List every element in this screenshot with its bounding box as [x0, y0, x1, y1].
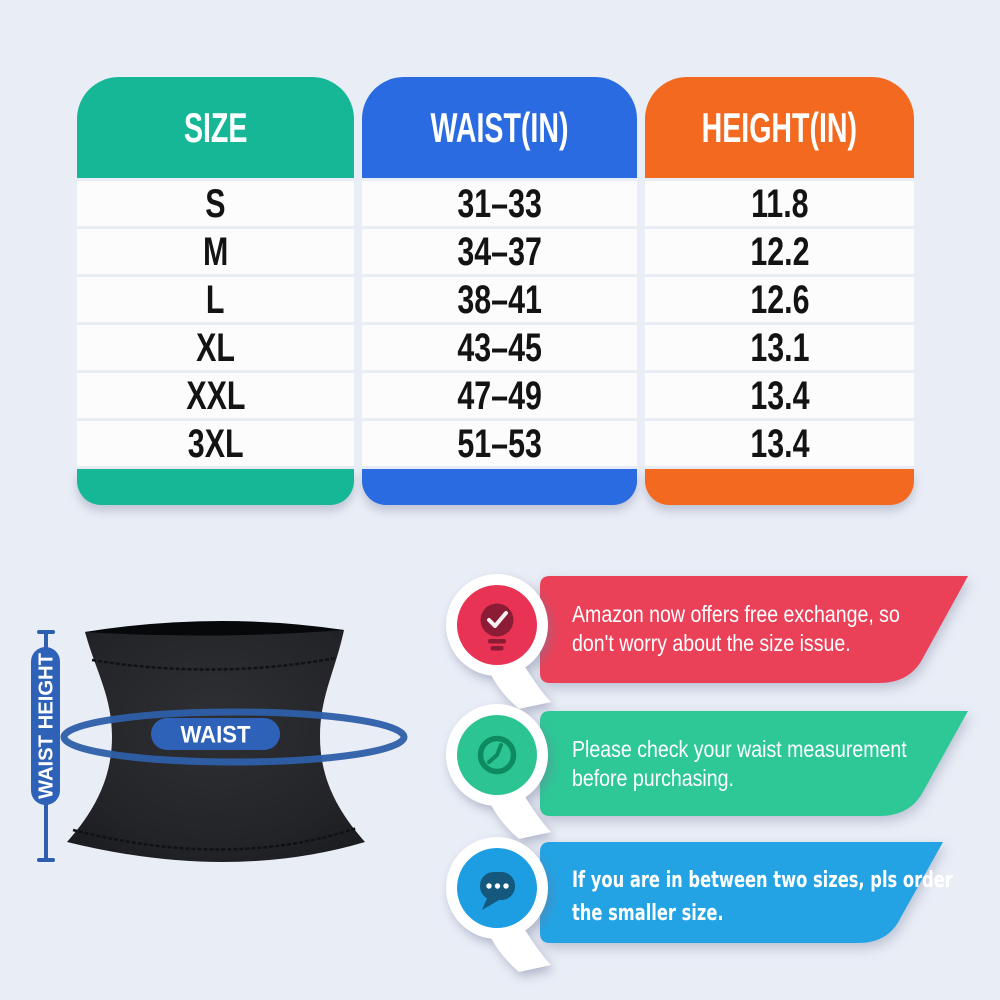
table-cell-waist — [362, 181, 637, 226]
table-cell-size — [77, 181, 354, 226]
lightbulb-check-icon — [435, 563, 575, 713]
waist-column-header-label: WAIST(IN) — [430, 103, 569, 151]
height-value: 13.4 — [749, 421, 810, 466]
tip-text-exchange: Amazon now offers free exchange, so don't worry about the size issue. — [572, 601, 900, 656]
waist-label: WAIST — [180, 721, 251, 749]
tip-text-measure: Please check your waist measurement before purchasing. — [572, 736, 907, 791]
table-cell-size — [77, 277, 354, 322]
waist-value: 34–37 — [457, 229, 542, 274]
size-value: XL — [196, 325, 235, 370]
table-cell-waist — [362, 277, 637, 322]
waist-value: 51–53 — [457, 421, 542, 466]
table-cell-height — [645, 229, 914, 274]
table-cell-waist — [362, 229, 637, 274]
waist-height-ruler — [31, 630, 60, 862]
table-footer-bar-height — [645, 469, 914, 505]
table-cell-waist — [362, 325, 637, 370]
height-column-header — [645, 77, 914, 178]
table-footer-bar-size — [77, 469, 354, 505]
height-value: 13.1 — [749, 325, 810, 370]
waist-trainer-illustration — [0, 578, 440, 908]
table-cell-height — [645, 181, 914, 226]
size-column-header — [77, 77, 354, 178]
height-column-header-label: HEIGHT(IN) — [701, 103, 858, 151]
size-chart-table — [77, 77, 914, 505]
size-value: L — [206, 277, 225, 322]
table-cell-waist — [362, 373, 637, 418]
clock-icon — [435, 693, 575, 843]
table-cell-size — [77, 325, 354, 370]
table-cell-height — [645, 325, 914, 370]
waist-value: 43–45 — [457, 325, 542, 370]
size-value: 3XL — [187, 421, 244, 466]
size-column-header-label: SIZE — [183, 103, 248, 151]
table-cell-waist — [362, 421, 637, 466]
waist-height-label: WAIST HEIGHT — [35, 654, 58, 799]
table-footer-bar-waist — [362, 469, 637, 505]
size-value: XXL — [185, 373, 246, 418]
height-value: 13.4 — [749, 373, 810, 418]
waist-value: 31–33 — [457, 181, 542, 226]
table-cell-height — [645, 277, 914, 322]
waist-value: 38–41 — [457, 277, 542, 322]
size-value: S — [205, 181, 226, 226]
height-value: 11.8 — [750, 181, 809, 226]
table-cell-size — [77, 373, 354, 418]
table-cell-height — [645, 421, 914, 466]
chat-dots-icon — [435, 826, 575, 976]
height-value: 12.6 — [749, 277, 810, 322]
tip-text-between-sizes: If you are in between two sizes, pls order the smaller size. — [572, 868, 953, 926]
height-value: 12.2 — [749, 229, 810, 274]
table-cell-size — [77, 421, 354, 466]
waist-value: 47–49 — [457, 373, 542, 418]
table-cell-height — [645, 373, 914, 418]
waist-column-header — [362, 77, 637, 178]
size-value: M — [202, 229, 229, 274]
table-cell-size — [77, 229, 354, 274]
